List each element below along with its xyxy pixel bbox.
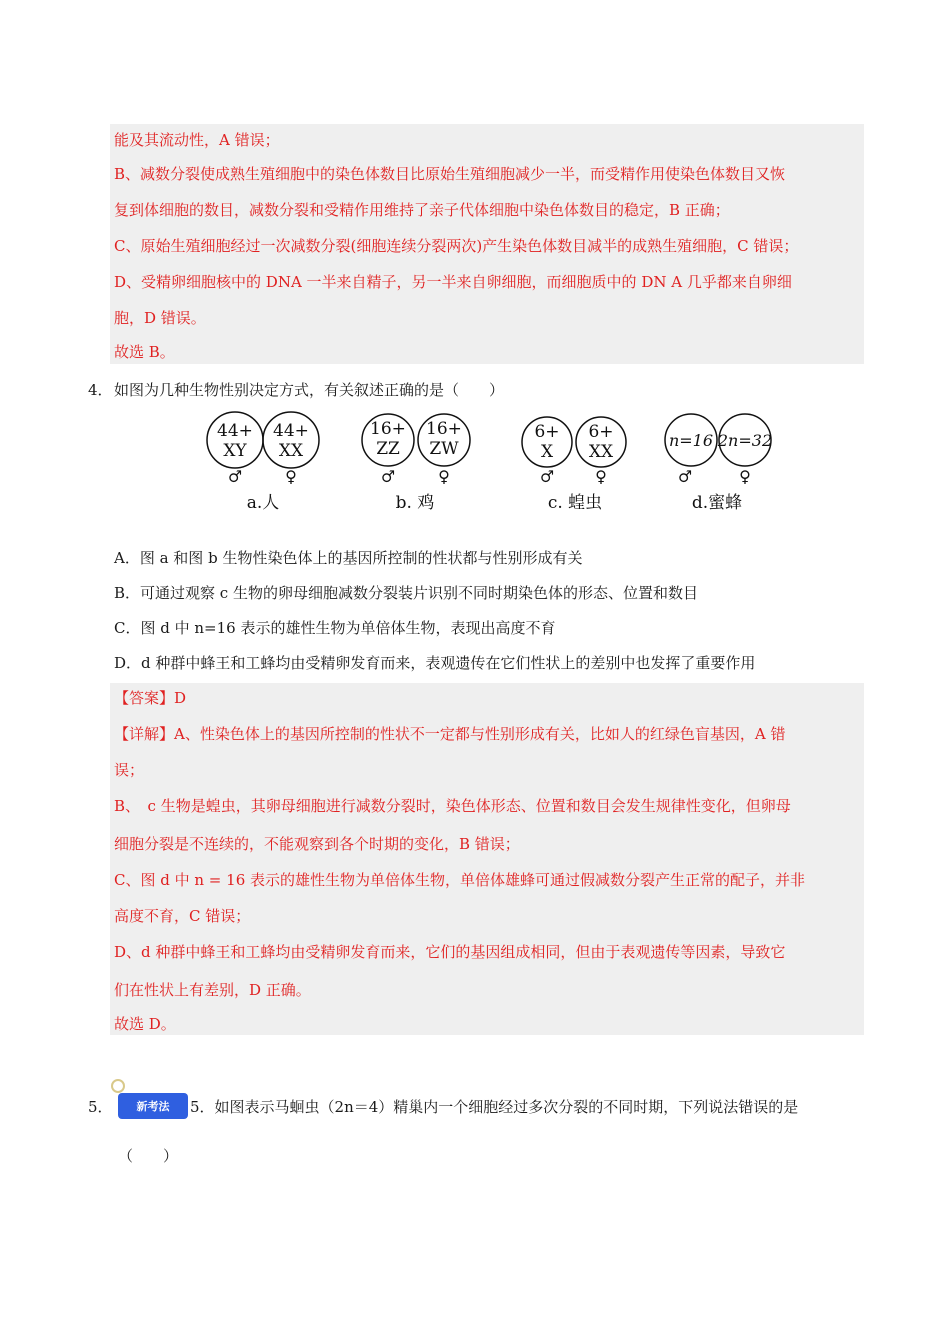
- analysis-line: 细胞分裂是不连续的，不能观察到各个时期的变化，B 错误；: [114, 835, 520, 853]
- badge-pin-icon: [111, 1079, 125, 1093]
- prev-answer-line: 复到体细胞的数目，减数分裂和受精作用维持了亲子代体细胞中染色体数目的稳定，B 正确；: [114, 201, 730, 219]
- chromosome-label: 44+: [273, 421, 309, 441]
- option-d: D．d 种群中蜂王和工蜂均由受精卵发育而来，表观遗传在它们性状上的差别中也发挥了重要作用: [114, 654, 756, 672]
- prev-answer-line: 能及其流动性，A 错误；: [114, 131, 280, 149]
- analysis-line: 故选 D。: [114, 1015, 176, 1033]
- female-symbol-icon: ♀: [438, 467, 450, 486]
- prev-answer-line: C、原始生殖细胞经过一次减数分裂(细胞连续分裂两次)产生染色体数目减半的成熟生殖细胞，C 错误；: [114, 237, 799, 255]
- chromosome-label: 2n=32: [717, 431, 773, 450]
- option-c: C．图 d 中 n=16 表示的雄性生物为单倍体生物，表现出高度不育: [114, 619, 556, 637]
- analysis-line: 高度不育，C 错误；: [114, 907, 251, 925]
- chromosome-label: XX: [588, 442, 614, 462]
- question-stem: 5．如图表示马蛔虫（2n＝4）精巢内一个细胞经过多次分裂的不同时期，下列说法错误的是: [190, 1098, 799, 1116]
- figure-caption: d.蜜蜂: [691, 493, 743, 513]
- female-symbol-icon: ♀: [285, 467, 297, 486]
- male-symbol-icon: ♂: [380, 467, 396, 486]
- analysis-line: B、 c 生物是蝗虫，其卵母细胞进行减数分裂时，染色体形态、位置和数目会发生规律性变化，但卵母: [114, 797, 791, 815]
- female-symbol-icon: ♀: [595, 467, 607, 486]
- chromosome-label: ZW: [429, 439, 459, 459]
- question-paren: （ ）: [118, 1147, 179, 1165]
- female-symbol-icon: ♀: [739, 467, 751, 486]
- figure-group-a: [207, 412, 319, 513]
- answer-label: 【答案】D: [114, 689, 187, 707]
- prev-answer-line: B、减数分裂使成熟生殖细胞中的染色体数目比原始生殖细胞减少一半，而受精作用使染色体数目又恢: [114, 165, 786, 183]
- chromosome-label: XX: [278, 441, 304, 461]
- chromosome-label: ZZ: [376, 439, 400, 459]
- sex-determination-figure: [195, 410, 785, 520]
- figure-caption: b. 鸡: [395, 493, 435, 513]
- analysis-line: 【详解】A、性染色体上的基因所控制的性状不一定都与性别形成有关，比如人的红绿色盲基因，A 错: [114, 725, 786, 743]
- analysis-line: 误；: [114, 761, 145, 779]
- chromosome-label: X: [540, 442, 554, 462]
- figure-group-c: [522, 417, 626, 513]
- figure-caption: a.人: [246, 493, 280, 513]
- chromosome-label: XY: [223, 441, 247, 461]
- option-b: B．可通过观察 c 生物的卵母细胞减数分裂装片识别不同时期染色体的形态、位置和数目: [114, 584, 698, 602]
- chromosome-label: 44+: [217, 421, 253, 441]
- figure-caption: c. 蝗虫: [547, 493, 603, 513]
- chromosome-label: n=16: [668, 431, 714, 450]
- prev-answer-line: D、受精卵细胞核中的 DNA 一半来自精子，另一半来自卵细胞，而细胞质中的 DN A 几乎都来自卵细: [114, 273, 792, 291]
- chromosome-label: 6+: [534, 422, 560, 442]
- male-symbol-icon: ♂: [539, 467, 555, 486]
- chromosome-label: 16+: [370, 419, 406, 439]
- male-symbol-icon: ♂: [677, 467, 693, 486]
- chromosome-label: 6+: [588, 422, 614, 442]
- new-exam-method-badge: 新考法: [118, 1093, 188, 1119]
- analysis-line: 们在性状上有差别，D 正确。: [114, 981, 311, 999]
- prev-answer-line: 胞，D 错误。: [114, 309, 206, 327]
- figure-group-d: [665, 414, 772, 513]
- male-symbol-icon: ♂: [227, 467, 243, 486]
- analysis-line: D、d 种群中蜂王和工蜂均由受精卵发育而来，它们的基因组成相同，但由于表观遗传等因素，导致它: [114, 943, 786, 961]
- question-number: 4．: [88, 381, 113, 399]
- analysis-line: C、图 d 中 n = 16 表示的雄性生物为单倍体生物，单倍体雄蜂可通过假减数分裂产生正常的配子，并非: [114, 871, 806, 889]
- question-number: 5．: [88, 1098, 113, 1116]
- figure-group-b: [362, 414, 470, 513]
- chromosome-label: 16+: [426, 419, 462, 439]
- question-stem: 如图为几种生物性别决定方式，有关叙述正确的是（ ）: [114, 381, 505, 399]
- option-a: A．图 a 和图 b 生物性染色体上的基因所控制的性状都与性别形成有关: [114, 549, 583, 567]
- prev-answer-line: 故选 B。: [114, 343, 175, 361]
